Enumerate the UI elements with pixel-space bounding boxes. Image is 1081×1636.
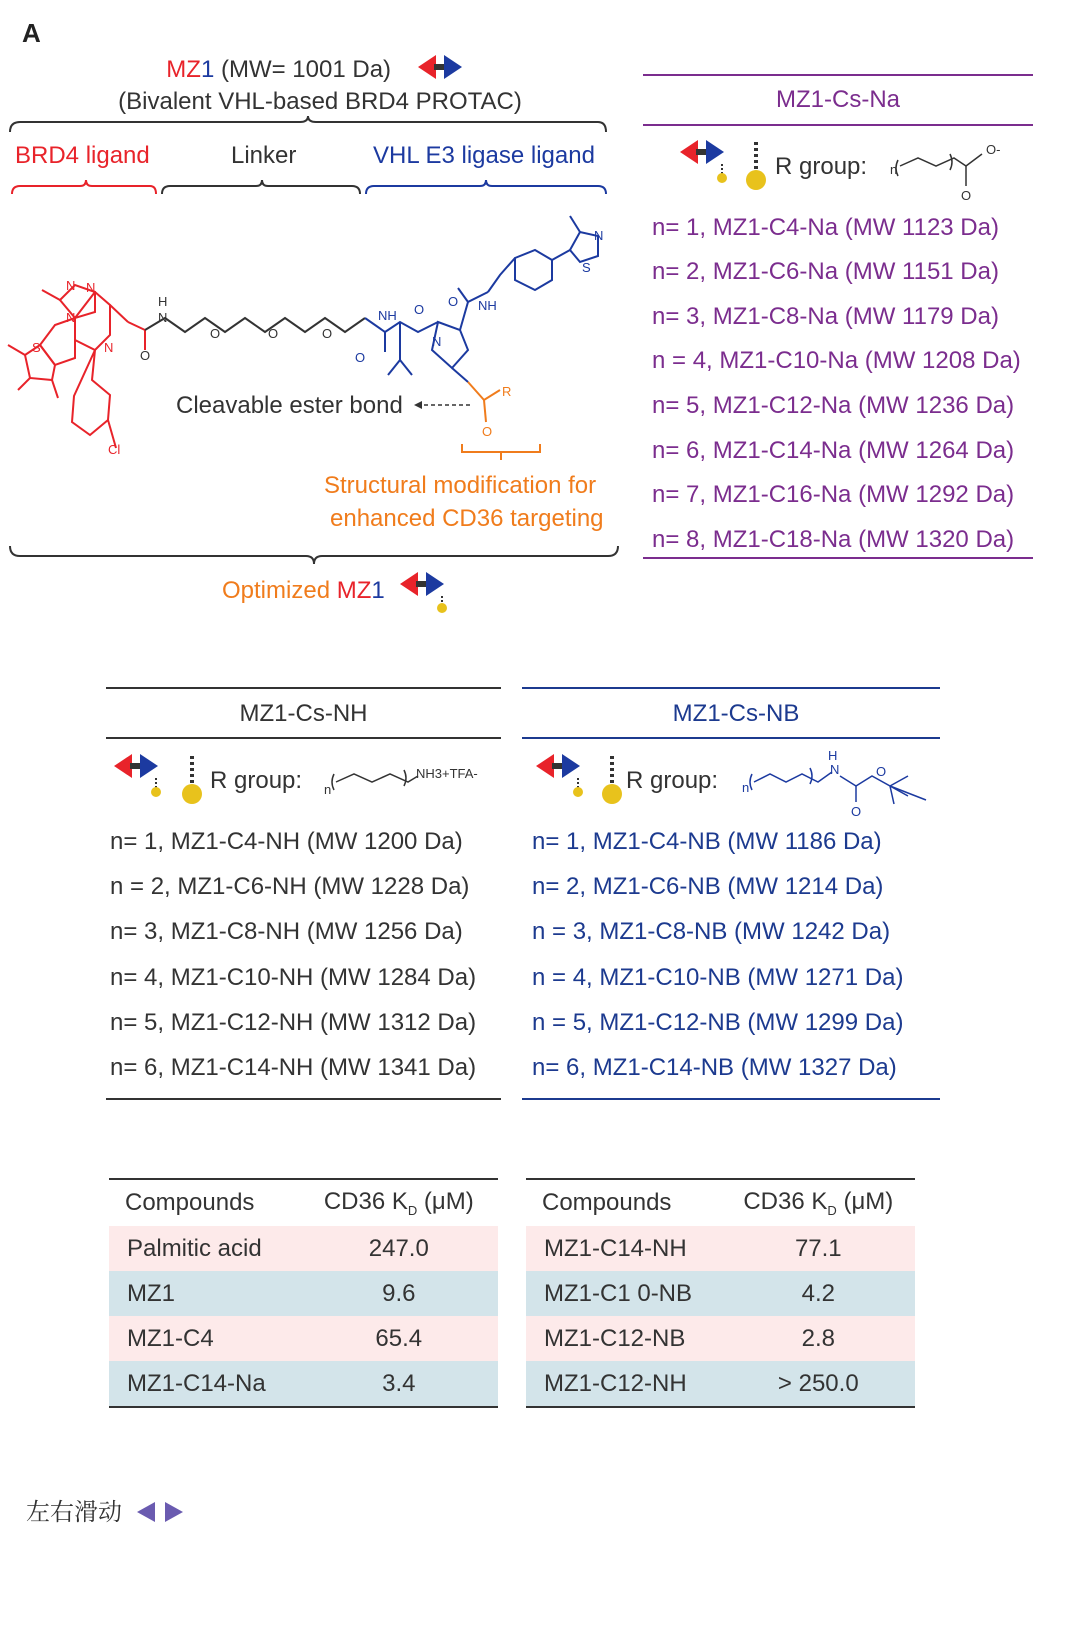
compound-cell: MZ1-C14-Na xyxy=(127,1369,266,1397)
table-row xyxy=(526,1271,915,1316)
mz1-subtitle: (Bivalent VHL-based BRD4 PROTAC) xyxy=(118,88,522,115)
nh-bottom-rule xyxy=(106,1098,501,1100)
nh-list-item: n= 3, MZ1-C8-NH (MW 1256 Da) xyxy=(110,918,463,945)
kd-cell: 77.1 xyxy=(794,1234,842,1262)
table-header-row xyxy=(109,1179,498,1226)
svg-text:O: O xyxy=(355,350,366,365)
svg-text:N: N xyxy=(66,278,76,293)
nh-list-item: n= 5, MZ1-C12-NH (MW 1312 Da) xyxy=(110,1009,477,1036)
compound-cell: MZ1 xyxy=(127,1279,175,1307)
kd-cell: 2.8 xyxy=(801,1324,835,1352)
column-header-kd: CD36 $K_D$ (μM) xyxy=(743,1188,894,1218)
nh-list-item: n= 4, MZ1-C10-NH (MW 1284 Da) xyxy=(110,964,477,991)
na-r-group-label: R group: xyxy=(775,153,868,180)
svg-text:O: O xyxy=(322,326,333,341)
svg-text:S: S xyxy=(32,340,41,355)
column-header-compounds: Compounds xyxy=(125,1189,255,1216)
nb-list-item: n= 1, MZ1-C4-NB (MW 1186 Da) xyxy=(532,828,882,855)
na-list-item: n= 2, MZ1-C6-Na (MW 1151 Da) xyxy=(652,258,999,285)
nh-r-group-label: R group: xyxy=(210,767,303,794)
swipe-right-icon[interactable] xyxy=(163,1501,185,1523)
svg-text:H: H xyxy=(158,294,168,309)
svg-text:O: O xyxy=(140,348,151,363)
nh-list-item: n= 6, MZ1-C14-NH (MW 1341 Da) xyxy=(110,1054,477,1081)
brd4-atom-labels xyxy=(32,278,120,457)
svg-text:N: N xyxy=(66,310,76,325)
kd-table-right xyxy=(526,1178,915,1408)
column-header-kd: CD36 $K_D$ (μM) xyxy=(323,1188,474,1218)
svg-text:N: N xyxy=(86,280,96,295)
nh-top-rule xyxy=(106,687,501,689)
brd4-ligand-label: BRD4 ligand xyxy=(15,142,150,169)
svg-text:N: N xyxy=(158,310,168,325)
table-row xyxy=(109,1226,498,1271)
nh-list-item: n = 2, MZ1-C6-NH (MW 1228 Da) xyxy=(110,873,470,900)
compound-cell: MZ1-C1 0-NB xyxy=(544,1279,693,1307)
svg-text:N: N xyxy=(594,228,604,243)
modification-label-line2: enhanced CD36 targeting xyxy=(330,505,604,532)
table-row xyxy=(109,1271,498,1316)
svg-text:n: n xyxy=(890,162,898,177)
na-list-item: n= 3, MZ1-C8-Na (MW 1179 Da) xyxy=(652,303,999,330)
compound-cell: MZ1-C4 xyxy=(127,1324,214,1352)
svg-text:N: N xyxy=(830,762,840,777)
na-list-item: n= 7, MZ1-C16-Na (MW 1292 Da) xyxy=(652,481,1015,508)
nb-list-item: n = 5, MZ1-C12-NB (MW 1299 Da) xyxy=(532,1009,904,1036)
svg-text:NH: NH xyxy=(478,298,497,313)
svg-text:O: O xyxy=(414,302,425,317)
nb-bottom-rule xyxy=(522,1098,940,1100)
nh-r-group-structure xyxy=(322,756,497,802)
kd-table-left xyxy=(109,1178,498,1408)
na-bottom-rule xyxy=(643,557,1033,559)
svg-text:O: O xyxy=(876,764,887,779)
nh-list-item: n= 1, MZ1-C4-NH (MW 1200 Da) xyxy=(110,828,463,855)
table-header-row xyxy=(526,1179,915,1226)
optimized-brace xyxy=(0,540,640,570)
mz1-chemical-structure xyxy=(0,210,640,470)
na-list-item: n= 5, MZ1-C12-Na (MW 1236 Da) xyxy=(652,392,1015,419)
nb-r-group-structure xyxy=(740,746,940,818)
svg-text:NH: NH xyxy=(378,308,397,323)
optimized-mz1-label: Optimized MZ1 xyxy=(222,577,385,604)
na-r-group-icon xyxy=(680,140,770,194)
kd-cell: 65.4 xyxy=(375,1324,423,1352)
svg-text:n: n xyxy=(742,780,750,795)
linker-atom-labels xyxy=(140,294,332,363)
kd-cell: 3.4 xyxy=(382,1369,416,1397)
svg-text:R: R xyxy=(502,384,512,399)
svg-text:O: O xyxy=(482,424,493,439)
optimized-protac-icon xyxy=(400,572,460,616)
swipe-hint-text: 左右滑动 xyxy=(26,1499,122,1526)
kd-cell: 247.0 xyxy=(368,1234,429,1262)
table-row xyxy=(109,1361,498,1407)
na-header-rule xyxy=(643,124,1033,126)
swipe-hint[interactable] xyxy=(26,1492,185,1527)
column-header-compounds: Compounds xyxy=(542,1189,672,1216)
svg-text:N: N xyxy=(104,340,114,355)
na-list-item: n= 8, MZ1-C18-Na (MW 1320 Da) xyxy=(652,526,1015,553)
nb-list-item: n= 2, MZ1-C6-NB (MW 1214 Da) xyxy=(532,873,884,900)
na-top-rule xyxy=(643,74,1033,76)
modification-brace xyxy=(462,444,540,460)
svg-text:S: S xyxy=(582,260,591,275)
svg-text:O: O xyxy=(961,188,972,203)
na-list-item: n = 4, MZ1-C10-Na (MW 1208 Da) xyxy=(652,347,1021,374)
table-row xyxy=(109,1316,498,1361)
nb-top-rule xyxy=(522,687,940,689)
table-row xyxy=(526,1226,915,1271)
brd4-ligand-structure xyxy=(8,285,145,448)
swipe-left-icon[interactable] xyxy=(135,1501,157,1523)
svg-text:Cl: Cl xyxy=(108,442,121,457)
kd-cell: 4.2 xyxy=(801,1279,835,1307)
na-r-group-structure xyxy=(888,140,1001,203)
na-list-item: n= 1, MZ1-C4-Na (MW 1123 Da) xyxy=(652,214,999,241)
svg-text:N: N xyxy=(432,334,442,349)
nb-list-item: n = 3, MZ1-C8-NB (MW 1242 Da) xyxy=(532,918,891,945)
na-list-item: n= 6, MZ1-C14-Na (MW 1264 Da) xyxy=(652,437,1015,464)
svg-text:NH3+TFA-: NH3+TFA- xyxy=(416,766,478,781)
nb-list-item: n= 6, MZ1-C14-NB (MW 1327 Da) xyxy=(532,1054,897,1081)
na-header: MZ1-Cs-Na xyxy=(776,86,900,113)
table-row xyxy=(526,1361,915,1407)
svg-text:O: O xyxy=(448,294,459,309)
nb-list-item: n = 4, MZ1-C10-NB (MW 1271 Da) xyxy=(532,964,904,991)
compound-cell: MZ1-C12-NB xyxy=(544,1324,686,1352)
panel-label: A xyxy=(22,18,41,48)
nb-r-group-icon xyxy=(536,754,628,808)
linker-label: Linker xyxy=(231,142,297,169)
svg-text:O: O xyxy=(210,326,221,341)
nh-header-rule xyxy=(106,737,501,739)
nb-r-group-label: R group: xyxy=(626,767,719,794)
kd-cell: > 250.0 xyxy=(777,1369,859,1397)
svg-text:O: O xyxy=(268,326,279,341)
ester-r-structure xyxy=(468,382,500,422)
table-row xyxy=(526,1316,915,1361)
protac-icon xyxy=(418,55,474,81)
kd-cell: 9.6 xyxy=(382,1279,416,1307)
nh-r-group-icon xyxy=(114,754,206,808)
modification-label-line1: Structural modification for xyxy=(324,472,597,499)
nb-header: MZ1-Cs-NB xyxy=(672,700,800,727)
compound-cell: MZ1-C12-NH xyxy=(544,1369,687,1397)
nh-header: MZ1-Cs-NH xyxy=(239,700,368,727)
ester-bond-label: Cleavable ester bond xyxy=(176,392,403,419)
vhl-ligand-label: VHL E3 ligase ligand xyxy=(373,142,595,169)
svg-text:n: n xyxy=(324,782,332,797)
compound-cell: Palmitic acid xyxy=(127,1234,262,1262)
svg-text:O: O xyxy=(851,804,862,819)
nb-header-rule xyxy=(522,737,940,739)
svg-text:H: H xyxy=(828,748,838,763)
svg-text:O-: O- xyxy=(986,142,1001,157)
compound-cell: MZ1-C14-NH xyxy=(544,1234,687,1262)
mz1-title: MZ1 (MW= 1001 Da) xyxy=(0,55,640,84)
